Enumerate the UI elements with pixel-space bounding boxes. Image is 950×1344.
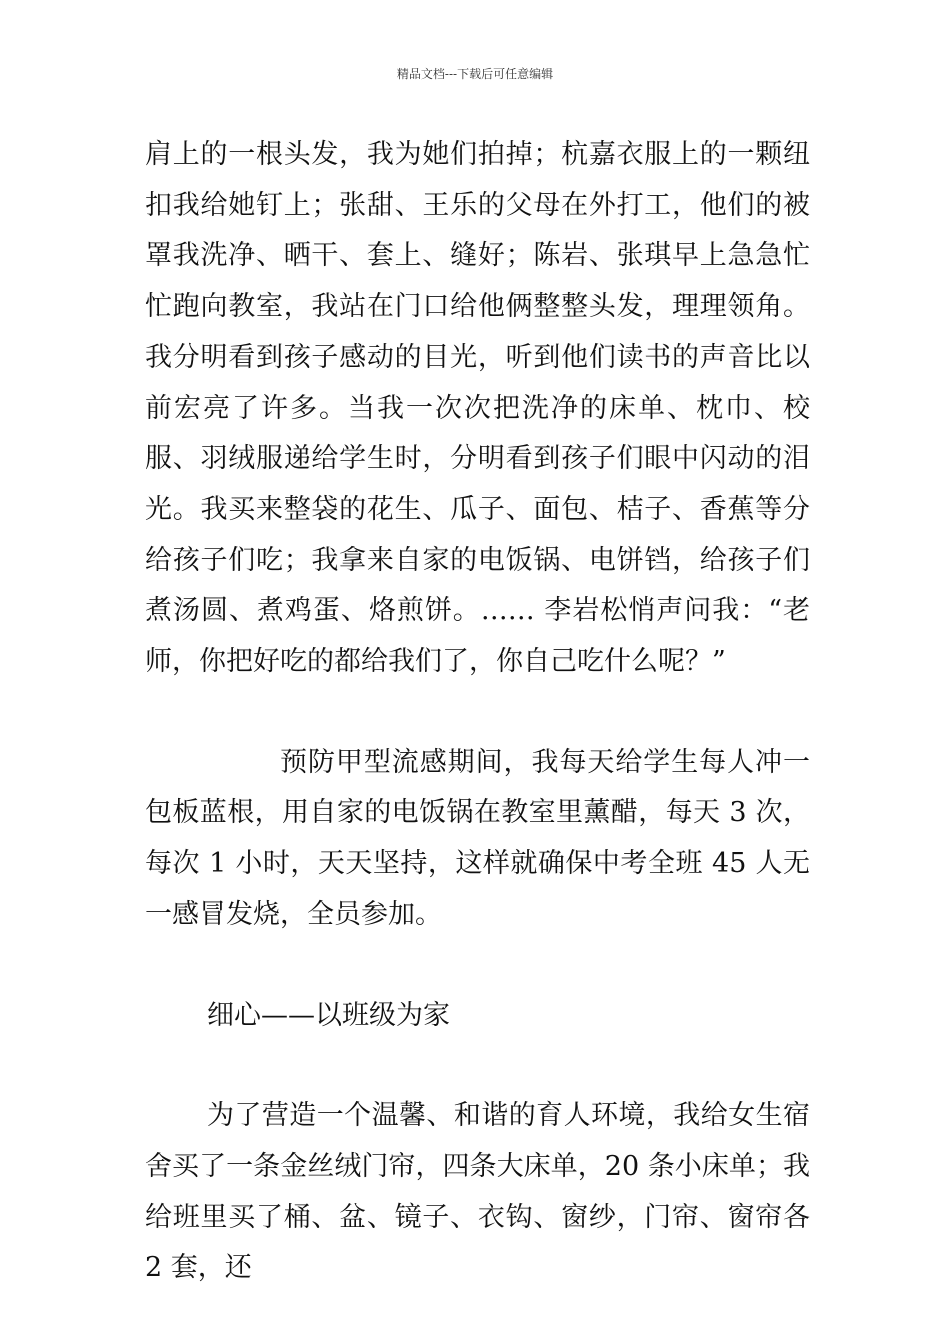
page-header: 精品文档---下载后可任意编辑 — [396, 67, 554, 81]
section-heading: 细心——以班级为家 — [207, 999, 450, 1031]
paragraph-flu-prevention: 预防甲型流感期间，我每天给学生每人冲一包板蓝根，用自家的电饭锅在教室里薰醋，每天 3 次，每次 1 小时，天天坚持，这样就确保中考全班 45 人无一感冒发烧，全员参加。 — [145, 746, 810, 930]
document-body — [145, 130, 810, 1294]
paragraph-class-as-home: 为了营造一个温馨、和谐的育人环境，我给女生宿舍买了一条金丝绒门帘，四条大床单，20 条小床单；我给班里买了桶、盆、镜子、衣钩、窗纱，门帘、窗帘各 2 套，还 — [145, 1100, 810, 1284]
paragraph-care-for-students: 肩上的一根头发，我为她们拍掉；杭嘉衣服上的一颗纽扣我给她钉上；张甜、王乐的父母在外打工，他们的被罩我洗净、晒干、套上、缝好；陈岩、张琪早上急急忙忙跑向教室，我站在门口给他俩整整头发，理理领角。我分明看到孩子感动的目光，听到他们读书的声音比以前宏亮了许多。当我一次次把洗净的床单、枕巾、校服、羽绒服递给学生时，分明看到孩子们眼中闪动的泪光。我买来整袋的花生、瓜子、面包、桔子、香蕉等分给孩子们吃；我拿来自家的电饭锅、电饼铛，给孩子们煮汤圆、煮鸡蛋、烙煎饼。…… 李岩松悄声问我：“老师，你把好吃的都给我们了，你自己吃什么呢？” — [145, 139, 810, 678]
